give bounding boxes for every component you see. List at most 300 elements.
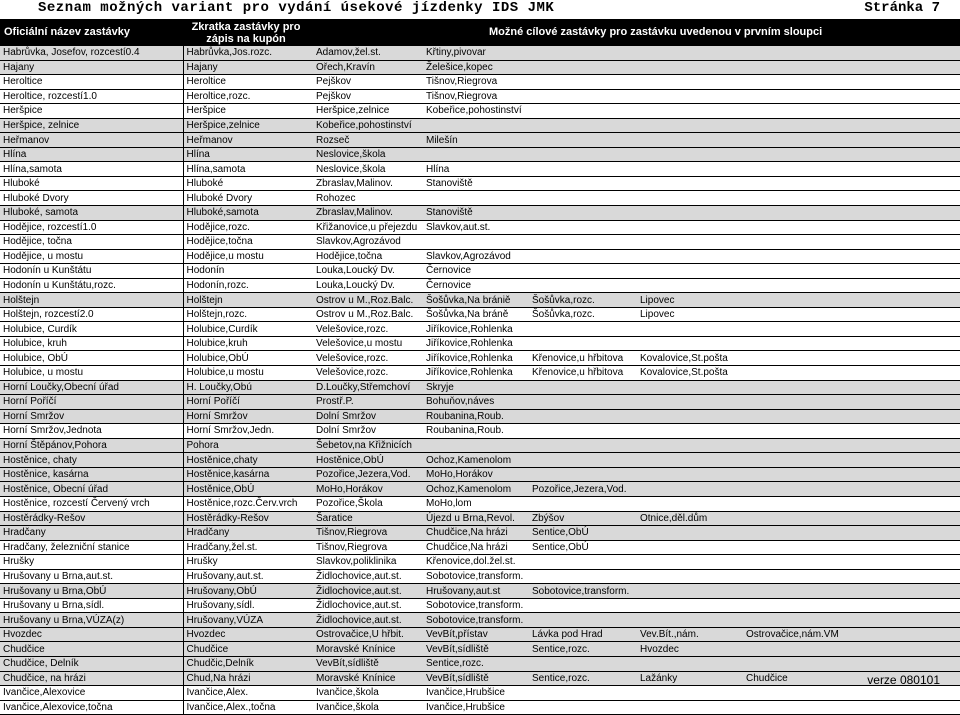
stop-abbrev-cell: Heršpice,zelnice <box>183 118 313 133</box>
stop-name-cell: Hostěnice, chaty <box>0 453 183 468</box>
table-header <box>0 19 960 46</box>
stop-name-cell: Hostěrádky-Rešov <box>0 511 183 526</box>
stop-abbrev-cell: Holubice,Curdík <box>183 322 313 337</box>
destination-cell <box>637 235 743 250</box>
stop-abbrev-cell: Heroltice <box>183 75 313 90</box>
destination-cell <box>860 351 960 366</box>
destination-cell <box>860 46 960 60</box>
table-row <box>0 104 960 119</box>
destination-cell <box>637 89 743 104</box>
destination-cell <box>860 511 960 526</box>
destination-cell <box>860 569 960 584</box>
destination-cell <box>637 424 743 439</box>
destination-cell <box>860 540 960 555</box>
destination-cell <box>637 206 743 221</box>
destination-cell <box>529 409 637 424</box>
table-row <box>0 60 960 75</box>
table-row <box>0 395 960 410</box>
destination-cell <box>860 627 960 642</box>
destination-cell <box>743 351 860 366</box>
stop-name-cell: Hodonín u Kunštátu <box>0 264 183 279</box>
stop-abbrev-cell: Hlína,samota <box>183 162 313 177</box>
destination-cell <box>637 482 743 497</box>
stop-name-cell: Horní Smržov <box>0 409 183 424</box>
destination-cell: Černovice <box>423 264 529 279</box>
destination-cell <box>637 453 743 468</box>
destination-cell <box>860 147 960 162</box>
destination-cell <box>529 75 637 90</box>
destination-cell <box>743 46 860 60</box>
destination-cell <box>637 686 743 701</box>
destination-cell <box>743 511 860 526</box>
destination-cell: Louka,Loucký Dv. <box>313 278 423 293</box>
destination-cell <box>860 686 960 701</box>
table-row <box>0 511 960 526</box>
stop-abbrev-cell: Hrušovany,aut.st. <box>183 569 313 584</box>
destination-cell <box>529 656 637 671</box>
destination-cell: Pejškov <box>313 89 423 104</box>
destination-cell <box>637 278 743 293</box>
table-row <box>0 569 960 584</box>
table-row <box>0 176 960 191</box>
destination-cell <box>637 380 743 395</box>
destination-cell <box>860 307 960 322</box>
destination-cell: Slavkov,aut.st. <box>423 220 529 235</box>
stop-name-cell: Hluboké Dvory <box>0 191 183 206</box>
destination-cell <box>529 322 637 337</box>
destination-cell: Slavkov,Agrozávod <box>313 235 423 250</box>
destination-cell <box>529 336 637 351</box>
destination-cell: Sobotovice,transform. <box>529 584 637 599</box>
destination-cell: Stanoviště <box>423 176 529 191</box>
destination-cell <box>529 424 637 439</box>
table-row <box>0 249 960 264</box>
destination-cell <box>743 467 860 482</box>
destination-cell: Židlochovice,aut.st. <box>313 584 423 599</box>
destination-cell: Ostrovačice,U hřbit. <box>313 627 423 642</box>
stop-abbrev-cell: Chudčice <box>183 642 313 657</box>
destination-cell <box>860 133 960 148</box>
stop-abbrev-cell: H. Loučky,Obú <box>183 380 313 395</box>
stop-name-cell: Hrušovany u Brna,aut.st. <box>0 569 183 584</box>
stop-name-cell: Heršpice <box>0 104 183 119</box>
destination-cell: Křenovice,u hřbitova <box>529 351 637 366</box>
destination-cell <box>637 613 743 628</box>
stop-name-cell: Ivančice,Alexovice,točna <box>0 700 183 715</box>
destination-cell: Chudčice,Na hrázi <box>423 526 529 541</box>
destination-cell <box>637 395 743 410</box>
destination-cell <box>637 322 743 337</box>
destination-cell: Kobeřice,pohostinství <box>313 118 423 133</box>
destination-cell <box>529 89 637 104</box>
stop-abbrev-cell: Hluboké,samota <box>183 206 313 221</box>
table-row <box>0 598 960 613</box>
destination-cell <box>860 89 960 104</box>
destination-cell <box>529 700 637 715</box>
table-row <box>0 322 960 337</box>
destination-cell: Pozořice,Škola <box>313 496 423 511</box>
destination-cell: Zbraslav,Malinov. <box>313 176 423 191</box>
stop-abbrev-cell: Holštejn <box>183 293 313 308</box>
destination-cell: Pozořice,Jezera,Vod. <box>313 467 423 482</box>
destination-cell: Neslovice,škola <box>313 147 423 162</box>
destination-cell <box>743 613 860 628</box>
destination-cell: Lažánky <box>637 671 743 686</box>
destination-cell: Dolní Smržov <box>313 409 423 424</box>
stop-name-cell: Hodějice, u mostu <box>0 249 183 264</box>
header-destinations: Možné cílové zastávky pro zastávku uvedenou v prvním sloupci <box>489 26 823 38</box>
table-row <box>0 671 960 686</box>
destination-cell: Sobotovice,transform. <box>423 569 529 584</box>
destination-cell: Velešovice,rozc. <box>313 322 423 337</box>
stop-abbrev-cell: Heršpice <box>183 104 313 119</box>
destination-cell <box>743 307 860 322</box>
destination-cell <box>743 162 860 177</box>
destination-cell: Ostrov u M.,Roz.Balc. <box>313 307 423 322</box>
destination-cell <box>860 104 960 119</box>
destination-cell: Roubanina,Roub. <box>423 409 529 424</box>
destination-cell <box>529 147 637 162</box>
stop-name-cell: Heřmanov <box>0 133 183 148</box>
destination-cell <box>529 264 637 279</box>
stop-name-cell: Holubice, ObÚ <box>0 351 183 366</box>
stop-abbrev-cell: Hodonín,rozc. <box>183 278 313 293</box>
destination-cell: Šošůvka,Na bráně <box>423 307 529 322</box>
table-row <box>0 366 960 381</box>
table-row <box>0 496 960 511</box>
destination-cell <box>529 555 637 570</box>
destination-cell <box>860 555 960 570</box>
destination-cell: MoHo,Horákov <box>423 467 529 482</box>
stop-abbrev-cell: Hradčany <box>183 526 313 541</box>
destination-cell <box>860 467 960 482</box>
destination-cell <box>529 118 637 133</box>
destination-cell: Sentice,rozc. <box>529 642 637 657</box>
destination-cell <box>637 60 743 75</box>
destination-cell <box>423 118 529 133</box>
destination-cell <box>743 133 860 148</box>
destination-cell: Křenovice,u hřbitova <box>529 366 637 381</box>
destination-cell: Jiříkovice,Rohlenka <box>423 351 529 366</box>
stop-name-cell: Holubice, kruh <box>0 336 183 351</box>
stop-abbrev-cell: Chudčic,Delník <box>183 656 313 671</box>
destination-cell <box>743 366 860 381</box>
table-row <box>0 46 960 60</box>
table-row <box>0 206 960 221</box>
destination-cell <box>860 235 960 250</box>
stop-name-cell: Horní Smržov,Jednota <box>0 424 183 439</box>
destination-cell <box>860 220 960 235</box>
stop-abbrev-cell: Hostěrádky-Rešov <box>183 511 313 526</box>
destination-cell <box>860 453 960 468</box>
table-row <box>0 147 960 162</box>
header-abbreviation: Zkratka zastávky pro zápis na kupón <box>191 21 301 45</box>
destination-cell: Slavkov,Agrozávod <box>423 249 529 264</box>
destination-cell: Židlochovice,aut.st. <box>313 598 423 613</box>
destination-cell: Tišnov,Riegrova <box>313 526 423 541</box>
destination-cell <box>743 118 860 133</box>
destination-cell <box>860 60 960 75</box>
stop-abbrev-cell: Hrušovany,ObÚ <box>183 584 313 599</box>
destination-cell <box>529 60 637 75</box>
destination-cell: Rohozec <box>313 191 423 206</box>
destination-cell <box>860 438 960 453</box>
table-row <box>0 540 960 555</box>
destination-cell: Jiříkovice,Rohlenka <box>423 336 529 351</box>
destination-cell: Lávka pod Hrad <box>529 627 637 642</box>
destination-cell <box>860 409 960 424</box>
destination-cell: Hodějice,točna <box>313 249 423 264</box>
destination-cell <box>637 555 743 570</box>
destination-cell <box>529 235 637 250</box>
stop-abbrev-cell: Hodějice,u mostu <box>183 249 313 264</box>
stop-name-cell: Horní Štěpánov,Pohora <box>0 438 183 453</box>
destination-cell <box>860 206 960 221</box>
destination-cell: Hrušovany,aut.st <box>423 584 529 599</box>
destination-cell: Šošůvka,rozc. <box>529 307 637 322</box>
stop-name-cell: Hodějice, točna <box>0 235 183 250</box>
stop-name-cell: Hrušovany u Brna,ObÚ <box>0 584 183 599</box>
destination-cell <box>637 496 743 511</box>
stop-abbrev-cell: Hodějice,rozc. <box>183 220 313 235</box>
destination-cell: Křtiny,pivovar <box>423 46 529 60</box>
destination-cell: Sentice,rozc. <box>423 656 529 671</box>
destination-cell <box>860 395 960 410</box>
stop-name-cell: Habrůvka, Josefov, rozcestí0.4 <box>0 46 183 60</box>
destination-cell <box>860 482 960 497</box>
stop-name-cell: Hradčany <box>0 526 183 541</box>
stop-name-cell: Hlína <box>0 147 183 162</box>
destination-cell <box>637 75 743 90</box>
stop-abbrev-cell: Ivančice,Alex.,točna <box>183 700 313 715</box>
table-row <box>0 642 960 657</box>
destination-cell <box>423 191 529 206</box>
destination-cell <box>743 409 860 424</box>
stop-name-cell: Heroltice, rozcestí1.0 <box>0 89 183 104</box>
destination-cell: Velešovice,rozc. <box>313 351 423 366</box>
table-row <box>0 380 960 395</box>
destination-cell: Velešovice,u mostu <box>313 336 423 351</box>
table-row <box>0 118 960 133</box>
stop-abbrev-cell: Hajany <box>183 60 313 75</box>
destination-cell <box>743 104 860 119</box>
stop-name-cell: Hradčany, železniční stanice <box>0 540 183 555</box>
destination-cell <box>860 526 960 541</box>
destination-cell <box>743 584 860 599</box>
destination-cell <box>743 555 860 570</box>
destination-cell: Ochoz,Kamenolom <box>423 482 529 497</box>
destination-cell: Chudčice <box>743 671 860 686</box>
destination-cell <box>743 656 860 671</box>
destination-cell: Milešín <box>423 133 529 148</box>
destination-cell <box>860 118 960 133</box>
stop-name-cell: Hvozdec <box>0 627 183 642</box>
destination-cell: VevBít,sídliště <box>313 656 423 671</box>
destination-cell: Hlína <box>423 162 529 177</box>
destination-cell <box>743 453 860 468</box>
destination-cell <box>637 438 743 453</box>
stop-abbrev-cell: Hostěnice,rozc.Červ.vrch <box>183 496 313 511</box>
destination-cell <box>529 496 637 511</box>
destination-cell <box>529 467 637 482</box>
destination-cell: Dolní Smržov <box>313 424 423 439</box>
destination-cell: Pejškov <box>313 75 423 90</box>
destination-cell <box>743 700 860 715</box>
destination-cell <box>860 366 960 381</box>
destination-cell <box>637 584 743 599</box>
table-row <box>0 409 960 424</box>
destination-cell <box>860 613 960 628</box>
destination-cell: VevBít,sídliště <box>423 642 529 657</box>
destination-cell <box>529 206 637 221</box>
destination-cell: Ořech,Kravín <box>313 60 423 75</box>
stop-abbrev-cell: Hrušovany,sídl. <box>183 598 313 613</box>
stop-abbrev-cell: Hostěnice,chaty <box>183 453 313 468</box>
destination-cell <box>743 424 860 439</box>
destination-cell <box>743 569 860 584</box>
table-row <box>0 613 960 628</box>
destination-cell <box>860 496 960 511</box>
destination-cell <box>743 293 860 308</box>
destination-cell: Bohuňov,náves <box>423 395 529 410</box>
destination-cell: Sentice,ObÚ <box>529 526 637 541</box>
table-row <box>0 278 960 293</box>
stop-abbrev-cell: Habrůvka,Jos.rozc. <box>183 46 313 60</box>
destination-cell <box>860 584 960 599</box>
page-number: Stránka 7 <box>864 0 940 16</box>
destination-cell: Velešovice,rozc. <box>313 366 423 381</box>
destination-cell: Šošůvka,Na brániě <box>423 293 529 308</box>
table-row <box>0 700 960 715</box>
destination-cell: Heršpice,zelnice <box>313 104 423 119</box>
stop-abbrev-cell: Hodějice,točna <box>183 235 313 250</box>
destination-cell <box>743 176 860 191</box>
table-row <box>0 467 960 482</box>
stop-abbrev-cell: Horní Smržov <box>183 409 313 424</box>
destination-cell <box>637 104 743 119</box>
destination-cell: Sobotovice,transform. <box>423 598 529 613</box>
destination-cell: Prostř.P. <box>313 395 423 410</box>
destination-cell: Skryje <box>423 380 529 395</box>
stop-abbrev-cell: Hlína <box>183 147 313 162</box>
stop-abbrev-cell: Horní Smržov,Jedn. <box>183 424 313 439</box>
destination-cell: Újezd u Brna,Revol. <box>423 511 529 526</box>
destination-cell <box>743 482 860 497</box>
destination-cell: Moravské Knínice <box>313 642 423 657</box>
destination-cell <box>743 89 860 104</box>
stop-abbrev-cell: Hostěnice,kasárna <box>183 467 313 482</box>
stop-name-cell: Hrušky <box>0 555 183 570</box>
stop-name-cell: Hluboké, samota <box>0 206 183 221</box>
destination-cell: Roubanina,Roub. <box>423 424 529 439</box>
destination-cell: Kobeřice,pohostinství <box>423 104 529 119</box>
stop-abbrev-cell: Holubice,ObÚ <box>183 351 313 366</box>
destination-cell <box>637 700 743 715</box>
destination-cell <box>743 220 860 235</box>
destination-cell <box>743 75 860 90</box>
destination-cell <box>860 278 960 293</box>
table-row <box>0 220 960 235</box>
destination-cell <box>743 60 860 75</box>
table-row <box>0 627 960 642</box>
stop-abbrev-cell: Heroltice,rozc. <box>183 89 313 104</box>
destination-cell: Křenovice,dol.žel.st. <box>423 555 529 570</box>
destination-cell <box>423 235 529 250</box>
destination-cell <box>743 496 860 511</box>
destination-cell: Sentice,ObÚ <box>529 540 637 555</box>
destination-cell: Adamov,žel.st. <box>313 46 423 60</box>
destination-cell <box>637 133 743 148</box>
destination-cell <box>743 526 860 541</box>
table-row <box>0 336 960 351</box>
destination-cell <box>743 438 860 453</box>
stop-abbrev-cell: Horní Poříčí <box>183 395 313 410</box>
stop-abbrev-cell: Ivančice,Alex. <box>183 686 313 701</box>
destination-cell: Křižanovice,u přejezdu <box>313 220 423 235</box>
destination-cell <box>637 569 743 584</box>
stops-table <box>0 46 960 715</box>
table-row <box>0 656 960 671</box>
destination-cell <box>743 206 860 221</box>
destination-cell: Židlochovice,aut.st. <box>313 569 423 584</box>
destination-cell: Zbraslav,Malinov. <box>313 206 423 221</box>
stop-name-cell: Hodějice, rozcestí1.0 <box>0 220 183 235</box>
table-row <box>0 89 960 104</box>
destination-cell: MoHo,Horákov <box>313 482 423 497</box>
destination-cell <box>529 191 637 206</box>
destination-cell: MoHo,lom <box>423 496 529 511</box>
destination-cell: Tišnov,Riegrova <box>423 89 529 104</box>
table-row <box>0 526 960 541</box>
destination-cell <box>860 598 960 613</box>
table-row <box>0 686 960 701</box>
destination-cell <box>860 642 960 657</box>
destination-cell <box>637 118 743 133</box>
destination-cell: Zbýšov <box>529 511 637 526</box>
table-row <box>0 75 960 90</box>
destination-cell <box>529 395 637 410</box>
destination-cell <box>743 642 860 657</box>
stop-name-cell: Chudčice, na hrázi <box>0 671 183 686</box>
table-row <box>0 162 960 177</box>
table-row <box>0 453 960 468</box>
stop-name-cell: Hluboké <box>0 176 183 191</box>
destination-cell <box>637 540 743 555</box>
stop-abbrev-cell: Heřmanov <box>183 133 313 148</box>
table-row <box>0 555 960 570</box>
stop-abbrev-cell: Holubice,kruh <box>183 336 313 351</box>
table-row <box>0 424 960 439</box>
stop-abbrev-cell: Hluboké Dvory <box>183 191 313 206</box>
stop-name-cell: Hostěnice, kasárna <box>0 467 183 482</box>
destination-cell <box>529 686 637 701</box>
table-row <box>0 351 960 366</box>
destination-cell <box>637 249 743 264</box>
destination-cell <box>637 336 743 351</box>
stop-name-cell: Heršpice, zelnice <box>0 118 183 133</box>
stop-abbrev-cell: Holštejn,rozc. <box>183 307 313 322</box>
destination-cell <box>529 278 637 293</box>
destination-cell <box>529 220 637 235</box>
destination-cell: Ochoz,Kamenolom <box>423 453 529 468</box>
stop-name-cell: Chudčice, Delník <box>0 656 183 671</box>
stop-abbrev-cell: Hradčany,žel.st. <box>183 540 313 555</box>
destination-cell: Lipovec <box>637 307 743 322</box>
destination-cell <box>637 46 743 60</box>
table-row <box>0 235 960 250</box>
destination-cell <box>637 264 743 279</box>
destination-cell: Pozořice,Jezera,Vod. <box>529 482 637 497</box>
